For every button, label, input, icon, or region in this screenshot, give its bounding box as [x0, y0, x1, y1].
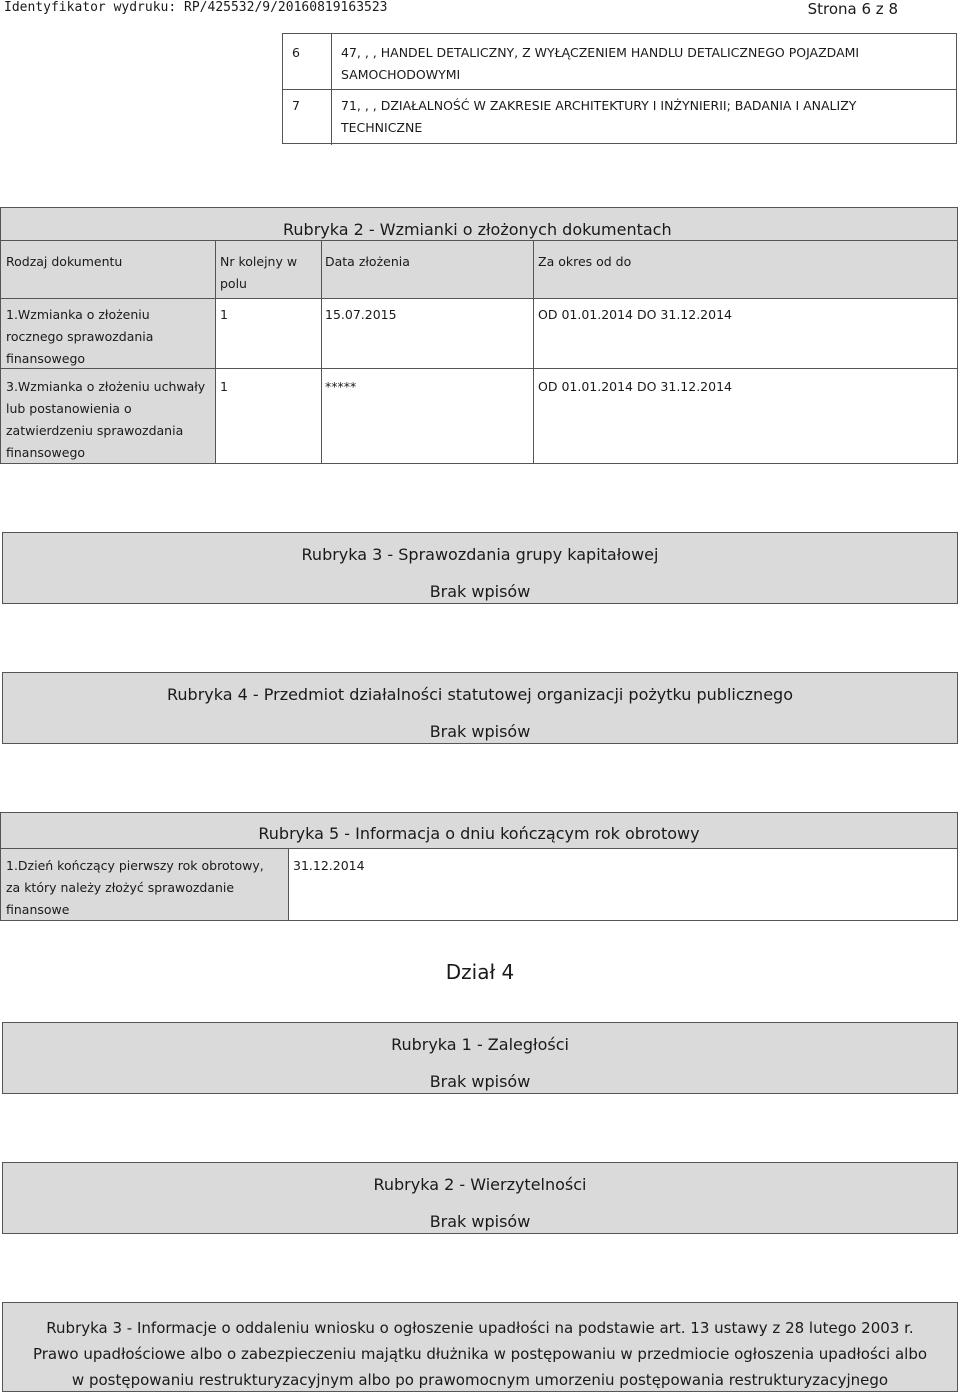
activities-table [282, 33, 957, 144]
rubryka-4-title: Rubryka 4 - Przedmiot działalności statutowej organizacji pożytku publicznego [167, 685, 793, 704]
document-type-cell: 1.Wzmianka o złożeniu rocznego sprawozdania finansowego [6, 307, 154, 366]
dzial-4-rubryka-2-empty: Brak wpisów [429, 1212, 531, 1231]
rubryka-2-title: Rubryka 2 - Wzmianki o złożonych dokumentach [283, 220, 672, 239]
dzial-4-rubryka-2-section [2, 1162, 958, 1234]
rubryka-4-empty: Brak wpisów [429, 722, 531, 741]
fiscal-year-end-value: 31.12.2014 [293, 858, 365, 873]
period-cell: OD 01.01.2014 DO 31.12.2014 [538, 379, 732, 394]
rubryka-3-empty: Brak wpisów [429, 582, 531, 601]
period-cell: OD 01.01.2014 DO 31.12.2014 [538, 307, 732, 322]
rubryka-3-section [2, 532, 958, 604]
activity-number: 6 [292, 45, 300, 60]
section-heading-dzial-4: Dział 4 [445, 960, 515, 984]
document-type-cell: 3.Wzmianka o złożeniu uchwały lub postanowienia o zatwierdzeniu sprawozdania finansowego [6, 379, 206, 460]
rubryka-5-title: Rubryka 5 - Informacja o dniu kończącym rok obrotowy [258, 824, 700, 843]
column-header-rodzaj: Rodzaj dokumentu [6, 254, 123, 269]
dzial-4-rubryka-1-section [2, 1022, 958, 1094]
date-cell: ***** [325, 379, 357, 394]
rubryka-4-section [2, 672, 958, 744]
activity-text: 47, , , HANDEL DETALICZNY, Z WYŁĄCZENIEM HANDLU DETALICZNEGO POJAZDAMI SAMOCHODOWYMI [341, 45, 860, 82]
print-identifier: Identyfikator wydruku: RP/425532/9/20160819163523 [4, 0, 388, 15]
column-header-nr: Nr kolejny w polu [220, 254, 298, 291]
page-number: Strona 6 z 8 [807, 0, 898, 18]
nr-cell: 1 [220, 379, 228, 394]
column-header-data: Data złożenia [325, 254, 410, 269]
dzial-4-rubryka-2-title: Rubryka 2 - Wierzytelności [373, 1175, 587, 1194]
dzial-4-rubryka-3-section [2, 1302, 958, 1392]
activity-text: 71, , , DZIAŁALNOŚĆ W ZAKRESIE ARCHITEKTURY I INŻYNIERII; BADANIA I ANALIZY TECHNICZNE [341, 98, 857, 135]
date-cell: 15.07.2015 [325, 307, 397, 322]
rubryka-5-section [0, 812, 958, 921]
rubryka-2-table [0, 207, 958, 464]
dzial-4-rubryka-1-title: Rubryka 1 - Zaległości [391, 1035, 569, 1054]
nr-cell: 1 [220, 307, 228, 322]
activity-number: 7 [292, 98, 300, 113]
column-header-okres: Za okres od do [538, 254, 632, 269]
rubryka-3-title: Rubryka 3 - Sprawozdania grupy kapitałowej [301, 545, 659, 564]
fiscal-year-end-label: 1.Dzień kończący pierwszy rok obrotowy, za który należy złożyć sprawozdanie finansowe [6, 858, 264, 917]
dzial-4-rubryka-1-empty: Brak wpisów [429, 1072, 531, 1091]
dzial-4-rubryka-3-title: Rubryka 3 - Informacje o oddaleniu wniosku o ogłoszenie upadłości na podstawie art. 13 ustawy z 28 lutego 2003 r. Prawo upadłościowe albo o zabezpieczeniu majątku dłużnika w postępowaniu w przedmiocie ogłoszenia upadłości albo w postępowaniu restrukturyzacyjnym albo po prawomocnym umorzeniu postępowania restrukturyzacyjnego [32, 1319, 928, 1389]
